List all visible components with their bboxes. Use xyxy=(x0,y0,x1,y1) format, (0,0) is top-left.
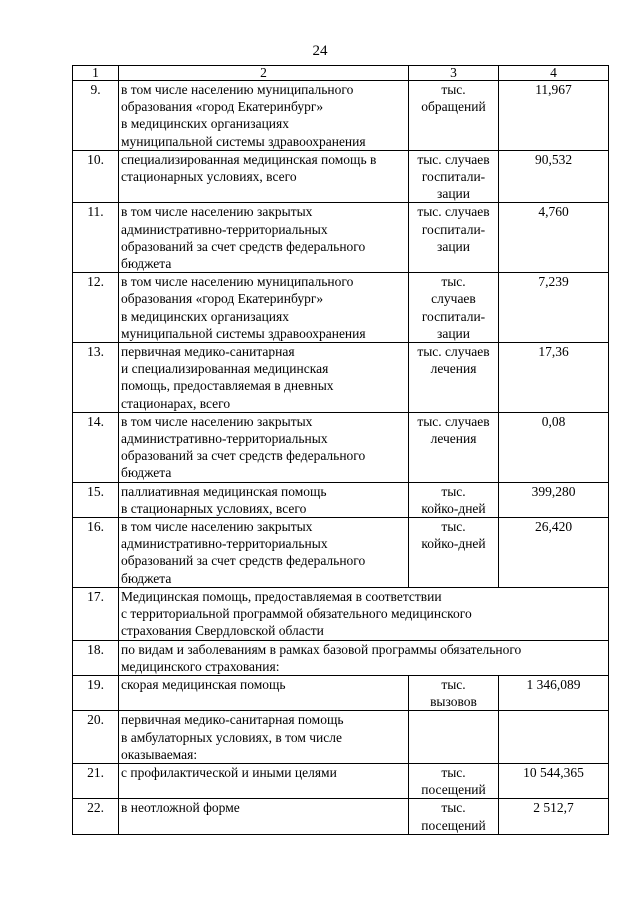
row-value: 7,239 xyxy=(499,273,609,343)
row-description: по видам и заболеваниям в рамках базовой программы обязательного медицинского страхования: xyxy=(119,640,609,675)
table-body xyxy=(73,81,609,835)
table-row xyxy=(73,343,609,413)
row-unit: тыс. случаев госпитали- зации xyxy=(409,273,499,343)
section-title: Медицинская помощь, предоставляемая в соответствии с территориальной программой обязательного медицинского страхования Свердловской области xyxy=(119,587,609,640)
row-unit: тыс. посещений xyxy=(409,763,499,798)
row-description: с профилактической и иными целями xyxy=(119,763,409,798)
table-row xyxy=(73,518,609,588)
table-row xyxy=(73,763,609,798)
row-value: 4,760 xyxy=(499,203,609,273)
row-description: паллиативная медицинская помощь в стационарных условиях, всего xyxy=(119,482,409,517)
row-description: в том числе населению закрытых административно-территориальных образований за счет средств федерального бюджета xyxy=(119,518,409,588)
row-value: 11,967 xyxy=(499,81,609,151)
row-unit: тыс. обращений xyxy=(409,81,499,151)
row-unit: тыс. вызовов xyxy=(409,675,499,710)
table-row xyxy=(73,799,609,834)
row-description: первичная медико-санитарная и специализированная медицинская помощь, предоставляемая в дневных стационарах, всего xyxy=(119,343,409,413)
row-unit: тыс. случаев лечения xyxy=(409,343,499,413)
row-value: 90,532 xyxy=(499,150,609,203)
row-number: 9. xyxy=(73,81,119,151)
row-value: 17,36 xyxy=(499,343,609,413)
column-header-2: 2 xyxy=(119,66,409,81)
row-unit: тыс. койко-дней xyxy=(409,518,499,588)
row-number: 21. xyxy=(73,763,119,798)
row-unit: тыс. случаев лечения xyxy=(409,412,499,482)
row-description: в том числе населению муниципального образования «город Екатеринбург» в медицинских организациях муниципальной системы здравоохранения xyxy=(119,273,409,343)
row-description: первичная медико-санитарная помощь в амбулаторных условиях, в том числе оказываемая: xyxy=(119,711,409,764)
row-description: в неотложной форме xyxy=(119,799,409,834)
table-row xyxy=(73,81,609,151)
row-number: 10. xyxy=(73,150,119,203)
row-number: 19. xyxy=(73,675,119,710)
row-number: 13. xyxy=(73,343,119,413)
row-value: 10 544,365 xyxy=(499,763,609,798)
row-value: 399,280 xyxy=(499,482,609,517)
row-description: в том числе населению закрытых административно-территориальных образований за счет средств федерального бюджета xyxy=(119,412,409,482)
row-description: в том числе населению муниципального образования «город Екатеринбург» в медицинских организациях муниципальной системы здравоохранения xyxy=(119,81,409,151)
row-number: 16. xyxy=(73,518,119,588)
table-row xyxy=(73,711,609,764)
section-row xyxy=(73,587,609,640)
table-row xyxy=(73,150,609,203)
row-value: 26,420 xyxy=(499,518,609,588)
row-unit xyxy=(409,711,499,764)
table-row xyxy=(73,640,609,675)
row-number: 22. xyxy=(73,799,119,834)
row-description: специализированная медицинская помощь в стационарных условиях, всего xyxy=(119,150,409,203)
column-header-1: 1 xyxy=(73,66,119,81)
row-description: в том числе населению закрытых административно-территориальных образований за счет средств федерального бюджета xyxy=(119,203,409,273)
row-unit: тыс. случаев госпитали- зации xyxy=(409,150,499,203)
row-number: 11. xyxy=(73,203,119,273)
column-header-4: 4 xyxy=(499,66,609,81)
row-description: скорая медицинская помощь xyxy=(119,675,409,710)
row-unit: тыс. койко-дней xyxy=(409,482,499,517)
row-value: 2 512,7 xyxy=(499,799,609,834)
row-number: 12. xyxy=(73,273,119,343)
row-value xyxy=(499,711,609,764)
row-number: 18. xyxy=(73,640,119,675)
table-row xyxy=(73,482,609,517)
table-header-row xyxy=(73,66,609,81)
row-unit: тыс. случаев госпитали- зации xyxy=(409,203,499,273)
data-table xyxy=(72,65,609,835)
table-row xyxy=(73,675,609,710)
page-number: 24 xyxy=(312,43,328,59)
row-number: 20. xyxy=(73,711,119,764)
table-row xyxy=(73,273,609,343)
column-header-3: 3 xyxy=(409,66,499,81)
row-number: 15. xyxy=(73,482,119,517)
row-number: 17. xyxy=(73,587,119,640)
table-row xyxy=(73,203,609,273)
row-unit: тыс. посещений xyxy=(409,799,499,834)
row-value: 1 346,089 xyxy=(499,675,609,710)
row-number: 14. xyxy=(73,412,119,482)
table-row xyxy=(73,412,609,482)
row-value: 0,08 xyxy=(499,412,609,482)
